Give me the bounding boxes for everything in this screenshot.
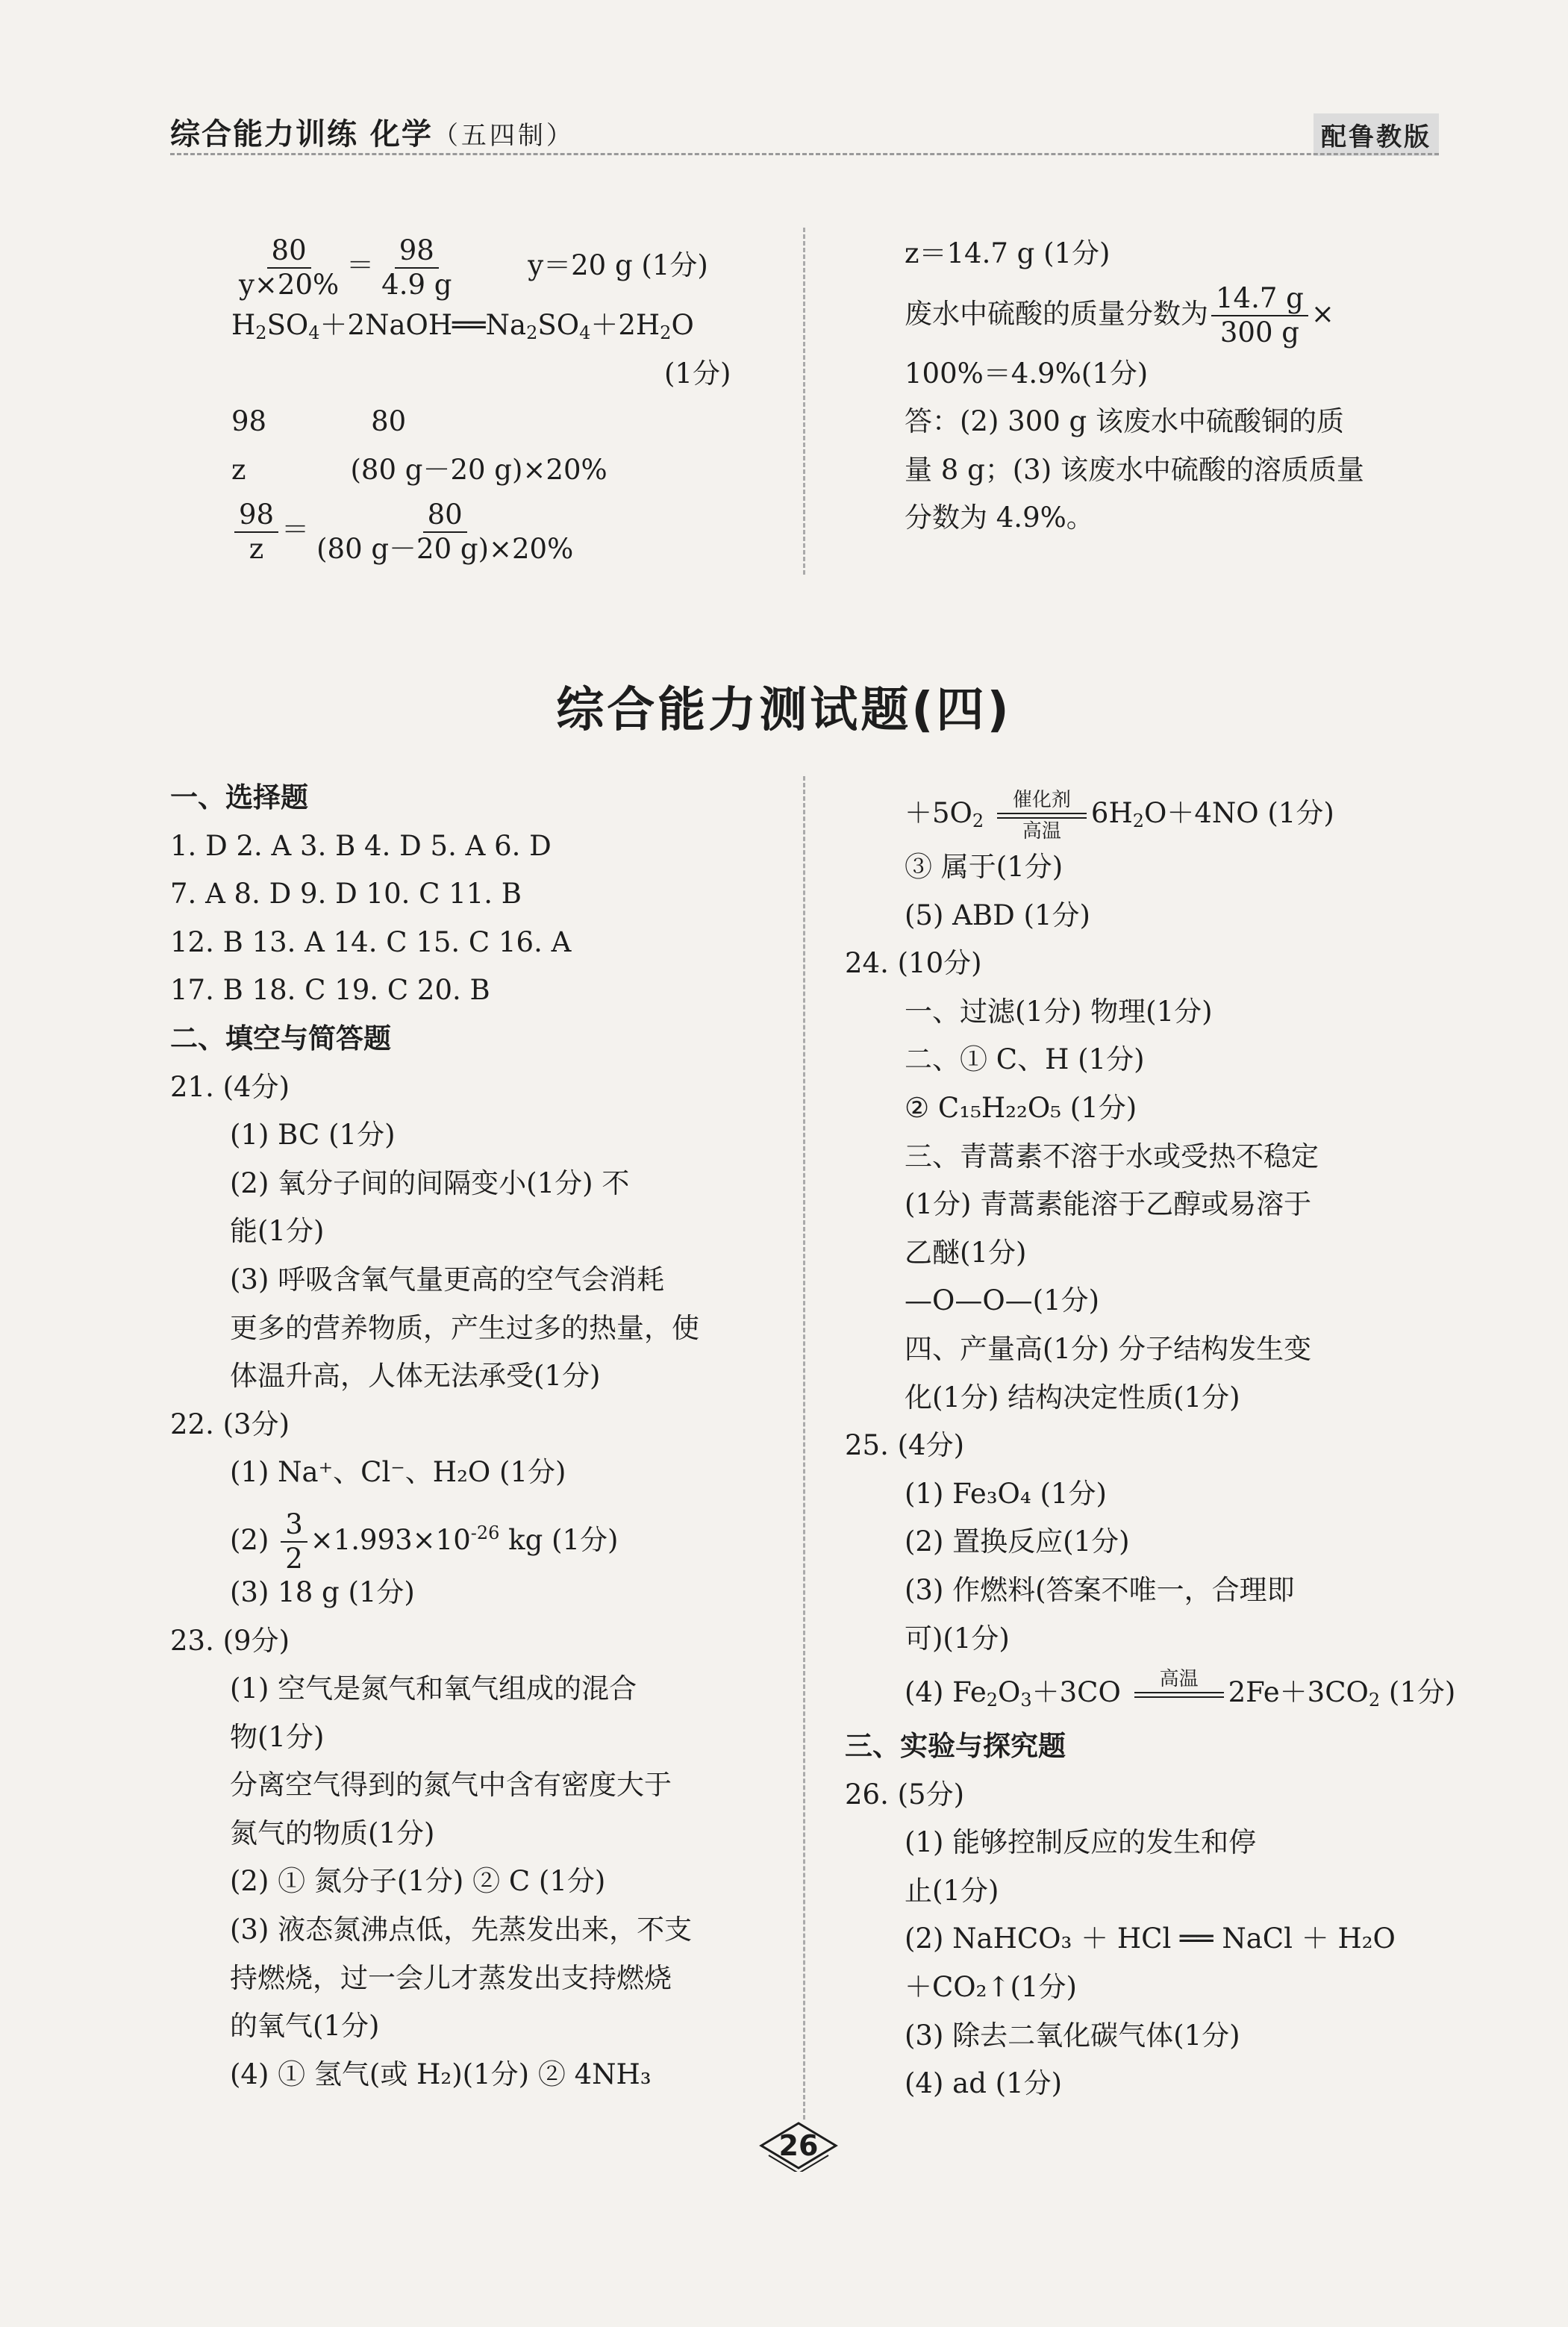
right-column: $+5O_2$ 催化剂 高温 $6H_2O+4NO$ (1分) ③ 属于(1分) (5) ABD (1分) 24. (10分) 一、过滤(1分) 物理(1分) 二、① C、H (1分) ② C₁₅H₂₂O₅ (1分) 三、青蒿素不溶于水或受热不稳定 (1分) 青蒿素能溶于乙醇或易溶于 乙醚(1分) —O—O—(1分) 四、产量高(1分) 分子结构发生变 化(1分) 结构决定性质(1分) 25. (4分) (1) Fe₃O₄ (1分) (2) 置换反应(1分) (3) 作燃料(答案不唯一，合理即 可)(1分) (4) $Fe_2O_3+3CO$ 高温 $2Fe+3CO_2$ (1分) 三、实验与探究题 26. (5分) (1) 能够控制反应的发生和停 止(1分) (2) NaHCO₃ ＋ HCl ══ NaCl ＋ H₂O ＋CO₂↑(1分) (3) 除去二氧化碳气体(1分) (4) ad (1分) (845, 784, 1455, 2108)
proportion-line-2: $\frac{98}{z}$ ＝ $\frac{80}{(80 g-20 g)\times 20\%}$ (231, 494, 731, 566)
page-number: 26 (754, 2120, 843, 2172)
ratio-line-1: 98 80 (231, 405, 407, 438)
top-right-column: z＝14.7 g (1分) 废水中硫酸的质量分数为 $\frac{14.7 g}{300 g}$ × 100%＝4.9%(1分) 答：(2) 300 g 该废水中硫酸铜的质 量 8 g；(3) 该废水中硫酸的溶质质量 分数为 4.9%。 (905, 237, 1364, 534)
equation-nh3-oxidation: $+5O_2$ 催化剂 高温 $6H_2O+4NO$ (1分) (905, 788, 1334, 843)
header-title: 综合能力训练 化学（五四制） (170, 117, 575, 152)
header-subtitle: （五四制） (432, 121, 575, 151)
column-divider-main (803, 776, 805, 2120)
top-left-column (231, 230, 731, 566)
column-divider-top (803, 228, 805, 575)
section-heading: 一、选择题 (170, 781, 308, 813)
equation-fe2o3-co: (4) $Fe_2O_3+3CO$ 高温 $2Fe+3CO_2$ (1分) (905, 1667, 1456, 1711)
left-column: 一、选择题 1. D 2. A 3. B 4. D 5. A 6. D 7. A 8. D 9. D 10. C 11. B 12. B 13. A 14. C 15. C 16. A 17. B 18. C 19. C 20. B 二、填空与简答题 21. (4分) (1) BC (1分) (2) 氧分子间的间隔变小(1分) 不 能(1分) (3) 呼吸含氧气量更高的空气会消耗 更多的营养物质，产生过多的热量，使 体温升高，人体无法承受(1分) 22. (3分) (1) Na⁺、Cl⁻、H₂O (1分) (2) $\frac{3}{2}$ $\times 1.993\times 10^{-26}$ kg (1分) (3) 18 g (1分) 23. (9分) (1) 空气是氮气和氧气组成的混合 物(1分) 分离空气得到的氮气中含有密度大于 氮气的物质(1分) (2) ① 氮分子(1分) ② C (1分) (3) 液态氮沸点低，先蒸发出来，不支 持燃烧，过一会儿才蒸发出支持燃烧 的氧气(1分) (4) ① 氢气(或 H₂)(1分) ② 4NH₃ (170, 774, 699, 2099)
section-heading: 二、填空与简答题 (170, 1022, 391, 1055)
equation-h2so4-naoh: $H_2SO_4+2NaOH══Na_2SO_4+2H_2O$ (231, 309, 694, 343)
header-divider (170, 153, 1439, 155)
edition-badge: 配鲁教版 (1314, 113, 1439, 156)
section-title: 综合能力测试题(四) (556, 683, 1012, 738)
answer-22-2: (2) $\frac{3}{2}$ $\times 1.993\times 10^{-26}$ kg (1分) (230, 1508, 619, 1575)
page-header (170, 104, 1439, 157)
ratio-line-2: z (80 g－20 g)×20% (231, 453, 607, 486)
section-heading: 三、实验与探究题 (845, 1730, 1066, 1763)
proportion-line-1: $\frac{80}{y\times 20\%}$ ＝ $\frac{98}{4.9 g}$ y＝20 g (1分) (239, 234, 708, 301)
score-line: (1分) (664, 357, 731, 390)
